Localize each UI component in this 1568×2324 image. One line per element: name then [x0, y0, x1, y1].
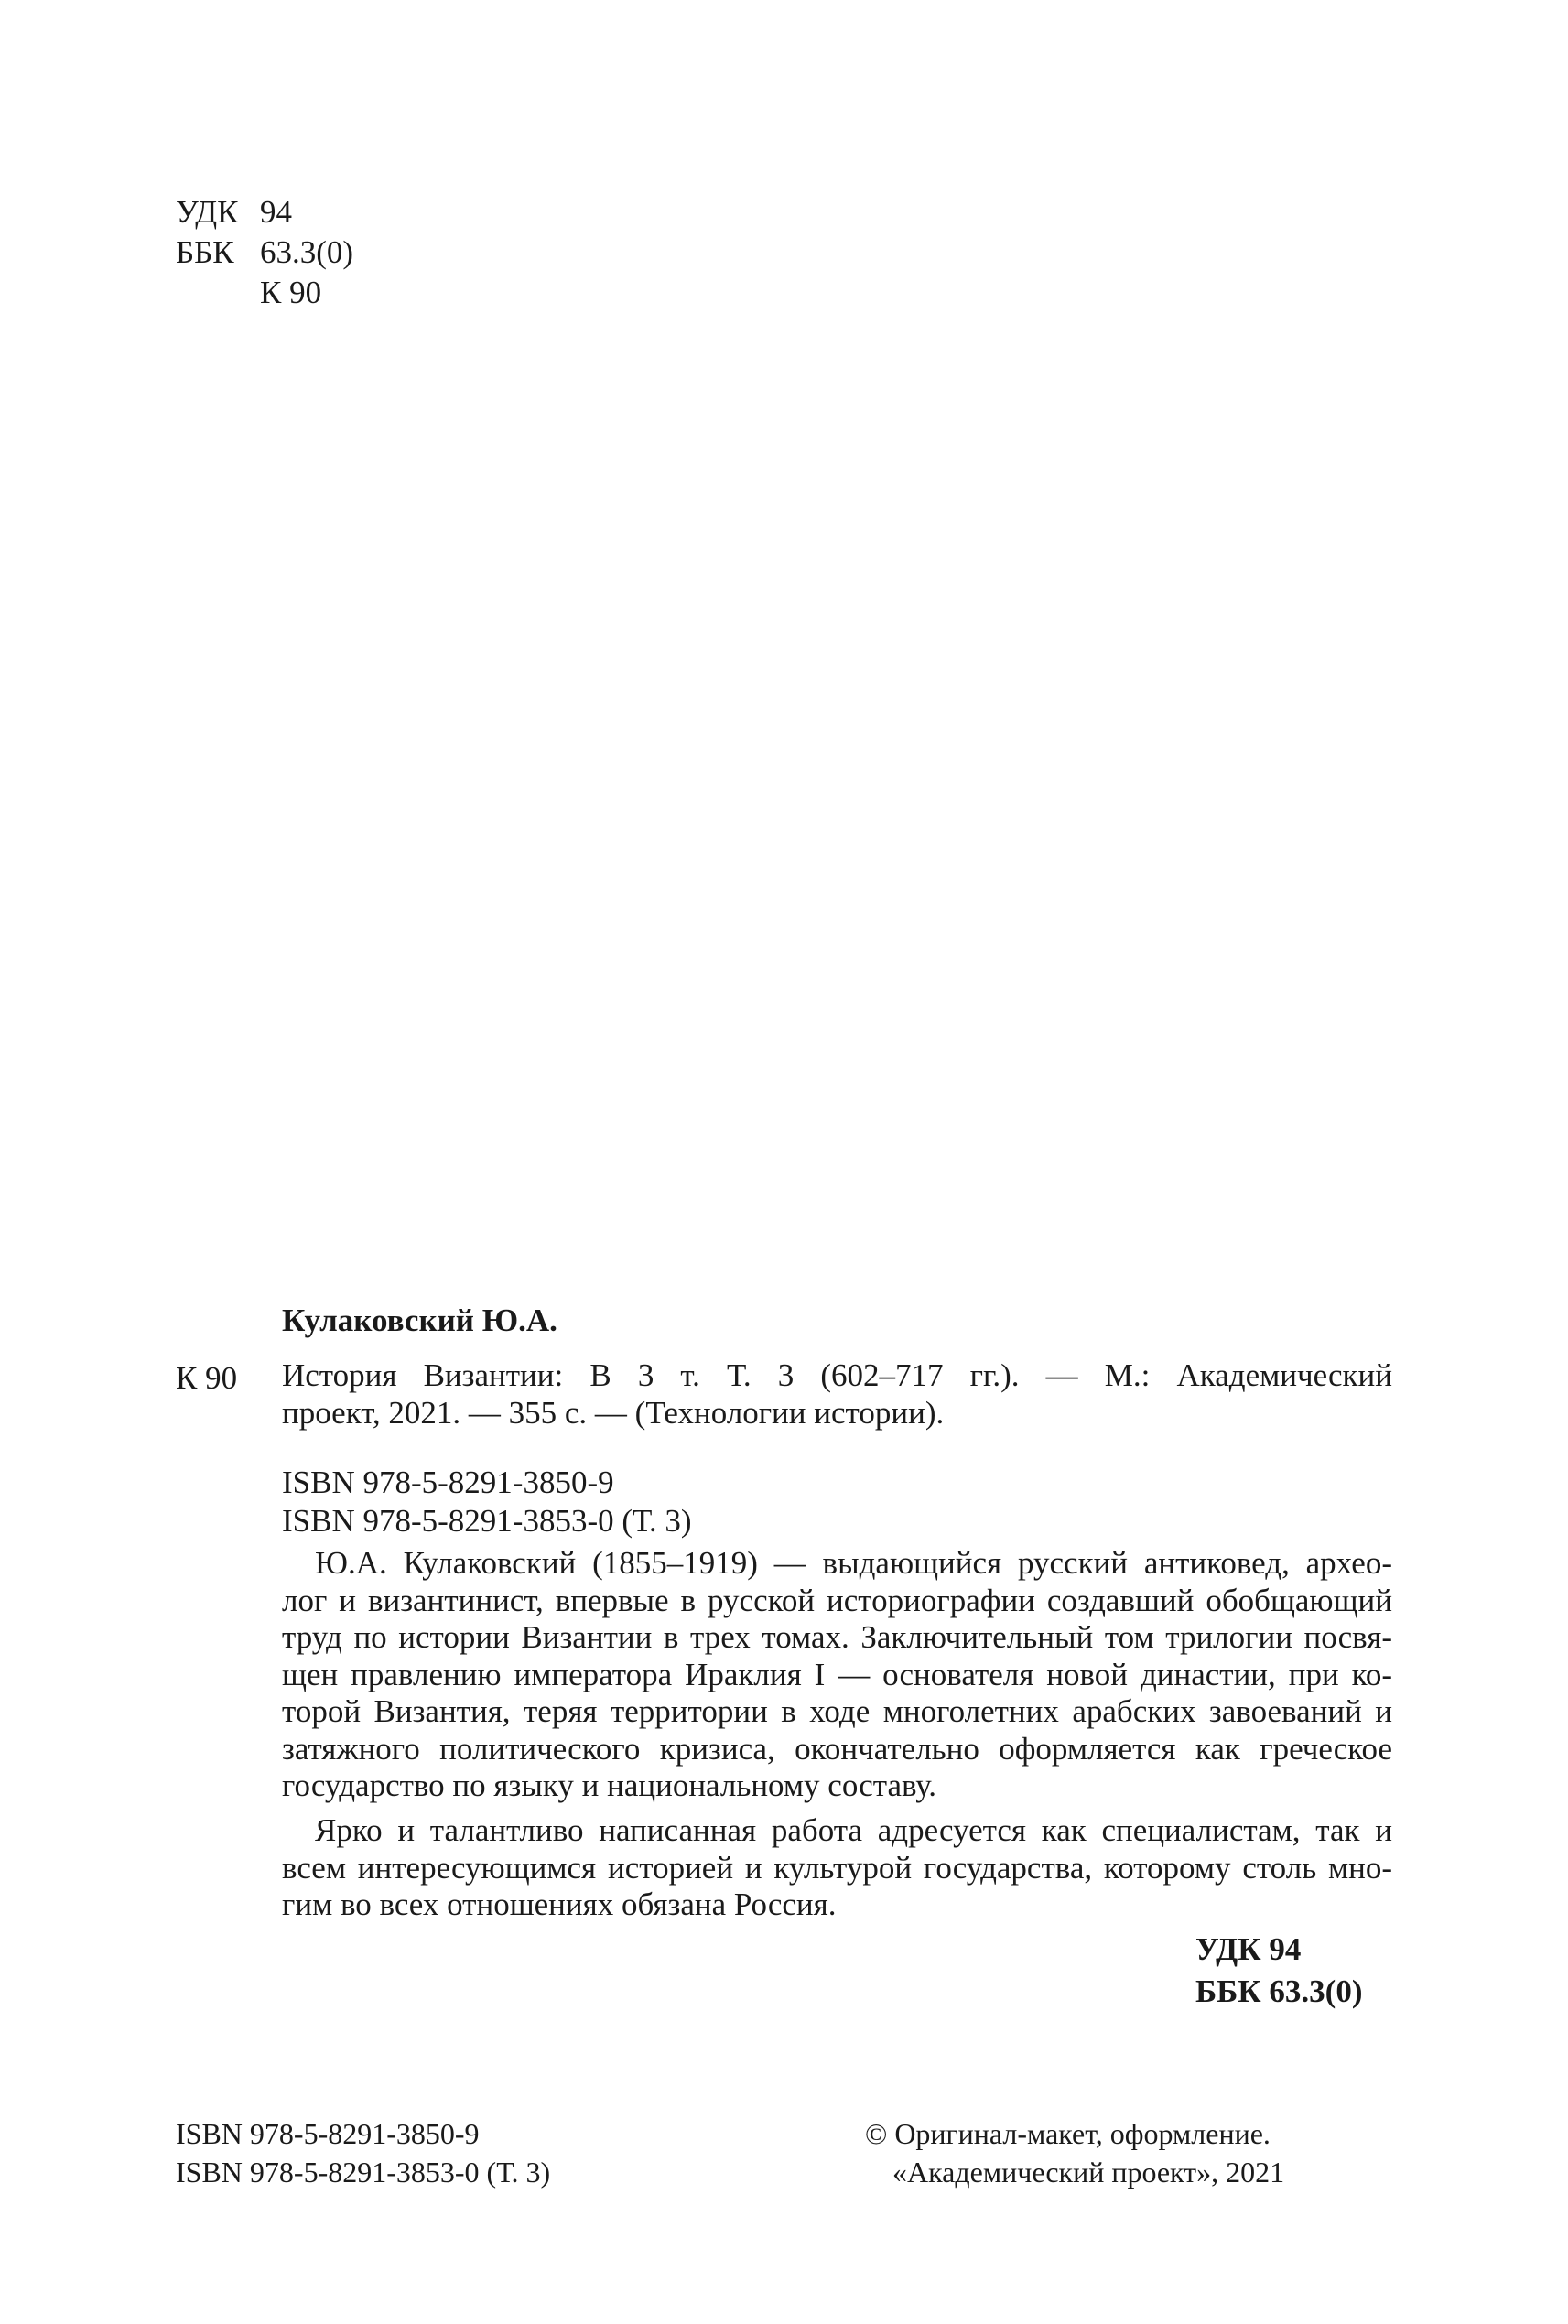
copyright-line: «Академический проект», 2021 [892, 2156, 1285, 2189]
annotation-line: затяжного политического кризиса, окончательно оформляется как греческое [282, 1730, 1392, 1767]
bib-line: История Византии: В 3 т. Т. 3 (602–717 гг.). — М.: Академический [282, 1357, 1392, 1393]
udk-value: 94 [260, 194, 292, 230]
annotation-line: лог и византинист, впервые в русской историографии создавший обобщающий [282, 1582, 1392, 1618]
bibliographic-description [282, 1357, 1392, 1432]
udk-row [176, 194, 353, 234]
annotation-line: Ярко и талантливо написанная работа адресуется как специалистам, так и [315, 1812, 1392, 1848]
copyright-line: © Оригинал-макет, оформление. [865, 2117, 1271, 2150]
cutter-row [176, 275, 353, 315]
annotation-line: Ю.А. Кулаковский (1855–1919) — выдающийся русский антиковед, архео- [315, 1545, 1392, 1581]
annotation-line: щен правлению императора Ираклия I — основателя новой династии, при ко- [282, 1656, 1392, 1692]
annotation-line: государство по языку и национальному составу. [282, 1767, 937, 1803]
copyright-notice [865, 2114, 1284, 2191]
footer-isbn [176, 2114, 550, 2191]
top-classification [176, 194, 353, 315]
bbk-value: 63.3(0) [260, 234, 354, 270]
annotation-paragraph-2 [282, 1812, 1392, 1924]
bbk-row [176, 234, 353, 275]
annotation-line: труд по истории Византии в трех томах. Заключительный том трилогии посвя- [282, 1619, 1392, 1655]
udk-label: УДК [176, 194, 239, 230]
bottom-classification [1195, 1931, 1362, 2016]
bottom-udk: УДК 94 [1195, 1931, 1302, 1967]
top-cutter-mark: К 90 [260, 275, 322, 310]
annotation-line: торой Византия, теряя территории в ходе многолетних арабских завоеваний и [282, 1693, 1392, 1729]
annotation-paragraph-1 [282, 1545, 1392, 1805]
footer-isbn-volume: ISBN 978-5-8291-3853-0 (Т. 3) [176, 2156, 551, 2189]
author-name: Кулаковский Ю.А. [282, 1303, 557, 1338]
annotation-line: всем интересующимся историей и культурой государства, которому столь мно- [282, 1849, 1392, 1886]
cutter-mark: К 90 [176, 1360, 238, 1396]
annotation-line: гим во всех отношениях обязана Россия. [282, 1886, 837, 1922]
bottom-bbk: ББК 63.3(0) [1195, 1973, 1363, 2009]
bib-line: проект, 2021. — 355 с. — (Технологии истории). [282, 1394, 945, 1431]
isbn-volume: ISBN 978-5-8291-3853-0 (Т. 3) [282, 1503, 692, 1539]
bbk-label: ББК [176, 234, 234, 270]
footer-isbn-set: ISBN 978-5-8291-3850-9 [176, 2117, 480, 2150]
isbn-set: ISBN 978-5-8291-3850-9 [282, 1465, 614, 1500]
